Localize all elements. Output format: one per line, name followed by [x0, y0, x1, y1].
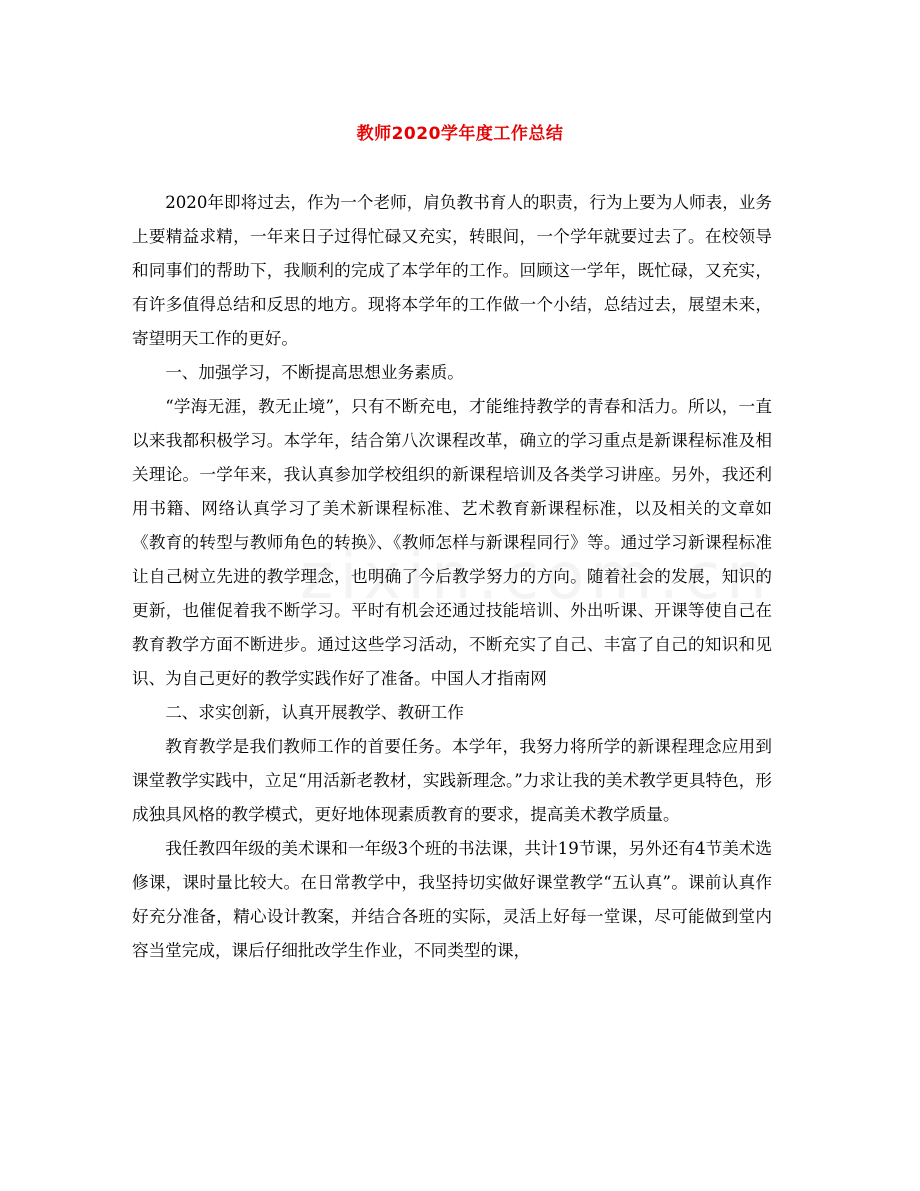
paragraph-learning: “学海无涯，教无止境”，只有不断充电，才能维持教学的青春和活力。所以，一直以来我都积极学习。本学年，结合第八次课程改革，确立的学习重点是新课程标准及相关理论。一学年来，我认真参加学校组织的新课程培训及各类学习讲座。另外，我还利用书籍、网络认真学习了美术新课程标准、艺术教育新课程标准，以及相关的文章如《教育的转型与教师角色的转换》、《教师怎样与新课程同行》等。通过学习新课程标准让自己树立先进的教学理念，也明确了今后教学努力的方向。随着社会的发展，知识的更新，也催促着我不断学习。平时有机会还通过技能培训、外出听课、开课等使自己在教育教学方面不断进步。通过这些学习活动，不断充实了自己、丰富了自己的知识和见识、为自己更好的教学实践作好了准备。中国人才指南网	[132, 397, 772, 688]
paragraph-classes: 我任教四年级的美术课和一年级3个班的书法课，共计19节课，另外还有4节美术选修课，课时量比较大。在日常教学中，我坚持切实做好课堂教学“五认真”。课前认真作好充分准备，精心设计教案，并结合各班的实际，灵活上好每一堂课，尽可能做到堂内容当堂完成，课后仔细批改学生作业，不同类型的课，	[132, 839, 772, 960]
document-body	[132, 186, 772, 968]
section-heading-2: 二、求实创新，认真开展教学、教研工作	[165, 703, 464, 722]
document-title: 教师2020学年度工作总结	[356, 124, 564, 144]
paragraph-teaching: 教育教学是我们教师工作的首要任务。本学年，我努力将所学的新课程理念应用到课堂教学实践中，立足“用活新老教材，实践新理念。”力求让我的美术教学更具特色，形成独具风格的教学模式，更好地体现素质教育的要求，提高美术教学质量。	[132, 737, 772, 824]
paragraph-intro: 2020年即将过去，作为一个老师，肩负教书育人的职责，行为上要为人师表，业务上要精益求精，一年来日子过得忙碌又充实，转眼间，一个学年就要过去了。在校领导和同事们的帮助下，我顺利的完成了本学年的工作。回顾这一学年，既忙碌，又充实，有许多值得总结和反思的地方。现将本学年的工作做一个小结，总结过去，展望未来，寄望明天工作的更好。	[132, 193, 772, 348]
section-heading-1: 一、加强学习，不断提高思想业务素质。	[165, 363, 464, 382]
